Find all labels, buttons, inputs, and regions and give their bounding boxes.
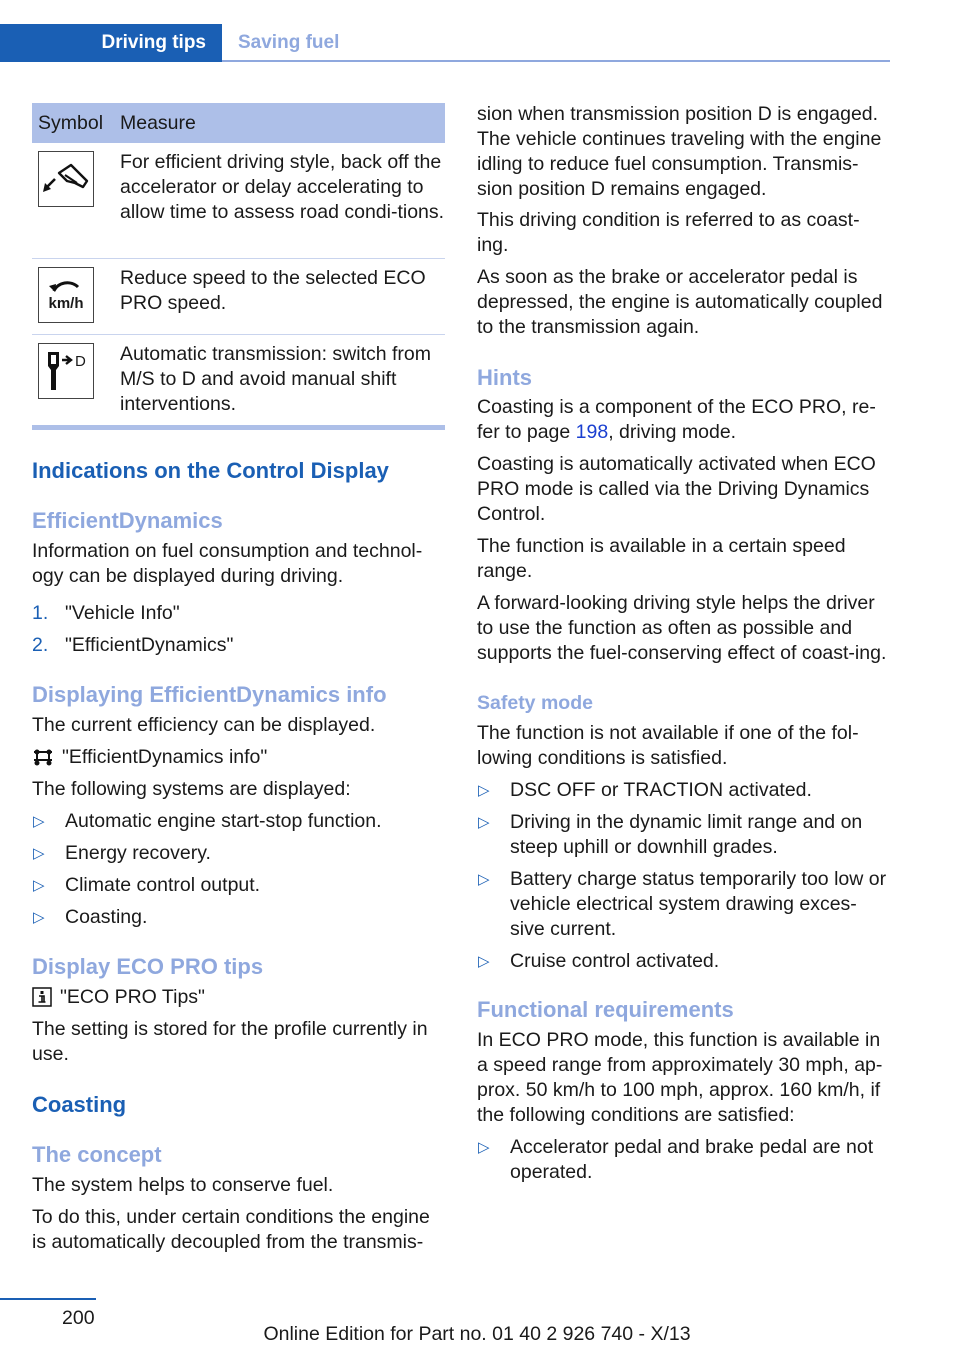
list-item-text: Driving in the dynamic limit range and on steep uphill or downhill grades. [510, 811, 863, 858]
hints-text-a: Coasting is a component of the ECO PRO, re‐fer to page [477, 396, 876, 443]
list-item-text: Battery charge status temporarily too low or vehicle electrical system drawing exces‐sive current. [510, 868, 887, 940]
table-row [32, 143, 445, 258]
heading-concept: The concept [32, 1141, 162, 1167]
gear-d-label: D [75, 353, 86, 370]
paragraph-hints-2: Coasting is automatically activated when ECO PRO mode is called via the Driving Dynamics Control. [477, 453, 876, 525]
paragraph-setting: The setting is stored for the profile currently in use. [32, 1017, 428, 1065]
heading-functional-requirements: Functional requirements [477, 997, 734, 1022]
info-icon [32, 987, 52, 1007]
gear-selector-d-icon [38, 343, 94, 399]
table-row [32, 334, 445, 427]
list-item-text: Coasting. [65, 905, 148, 928]
systems-list [32, 809, 445, 930]
paragraph-concept-1: The system helps to conserve fuel. [32, 1173, 334, 1196]
header-rule [222, 60, 890, 62]
right-column [477, 102, 890, 1185]
paragraph-continued: sion when transmission position D is engaged. The vehicle continues traveling with the engine idling to reduce fuel consumption. Transmis‐sion position D remains engaged. [477, 103, 882, 200]
step-text: "EfficientDynamics" [65, 633, 234, 656]
page-reference-link[interactable]: 198 [575, 421, 609, 443]
paragraph-hints-1 [477, 395, 890, 445]
table-header-row [32, 103, 445, 143]
bullet-icon: ▷ [478, 814, 490, 831]
speed-kmh-icon [38, 267, 94, 323]
list-item [477, 1135, 890, 1185]
bullet-icon: ▷ [478, 953, 490, 970]
list-item [477, 867, 890, 942]
list-item [477, 810, 890, 860]
safety-list [477, 778, 890, 974]
edition-note: Online Edition for Part no. 01 40 2 926 740 - X/13 [263, 1323, 691, 1345]
symbol-cell [32, 258, 114, 334]
heading-coasting: Coasting [32, 1091, 127, 1117]
section-tab-driving-tips: Driving tips [0, 24, 222, 62]
list-item [32, 841, 445, 866]
page-number: 200 [62, 1307, 95, 1329]
efficiency-display-icon [32, 748, 54, 766]
bullet-icon: ▷ [33, 812, 45, 830]
paragraph-functional: In ECO PRO mode, this function is available in a speed range from approximately 30 mph, ap‐prox. 50 km/h to 100 mph, approx. 160 km/h, if the following conditions are satisfied: [477, 1029, 883, 1126]
paragraph-concept-2: To do this, under certain conditions the engine is automatically decoupled from the transmis‐ [32, 1205, 430, 1253]
left-column [32, 103, 445, 1255]
list-item [32, 905, 445, 930]
heading-indications: Indications on the Control Display [32, 457, 389, 483]
heading-eco-pro-tips: Display ECO PRO tips [32, 953, 264, 979]
bullet-icon: ▷ [478, 871, 490, 888]
list-item [477, 949, 890, 974]
functional-list [477, 1135, 890, 1185]
list-item-text: Energy recovery. [65, 841, 211, 864]
symbol-cell [32, 143, 114, 258]
col-header-measure: Measure [114, 103, 445, 143]
bullet-icon: ▷ [33, 844, 45, 862]
list-item [32, 809, 445, 834]
bullet-icon: ▷ [33, 908, 45, 926]
heading-displaying-info: Displaying EfficientDynamics info [32, 681, 387, 707]
menu-path-eco-tips [32, 985, 445, 1010]
heading-hints: Hints [477, 365, 532, 390]
hints-text-b: , driving mode. [608, 421, 737, 443]
paragraph-current-efficiency: The current efficiency can be displayed. [32, 713, 376, 736]
list-item [32, 601, 445, 626]
list-item [32, 633, 445, 658]
step-number: 2. [32, 633, 49, 656]
symbol-measure-table [32, 103, 445, 430]
col-header-symbol: Symbol [32, 103, 114, 143]
paragraph-referred: This driving condition is referred to as coast‐ing. [477, 209, 860, 256]
paragraph-hints-3: The function is available in a certain speed range. [477, 535, 846, 582]
bullet-icon: ▷ [478, 782, 490, 799]
measure-cell: Reduce speed to the selected ECO PRO speed. [114, 258, 445, 334]
list-item-text: DSC OFF or TRACTION activated. [510, 779, 812, 801]
footer-rule [0, 1298, 96, 1300]
paragraph-safety: The function is not available if one of the fol‐lowing conditions is satisfied. [477, 722, 859, 769]
menu-path-label: "EfficientDynamics info" [62, 745, 268, 768]
step-number: 1. [32, 601, 49, 624]
measure-cell: Automatic transmission: switch from M/S to D and avoid manual shift interventions. [114, 334, 445, 427]
subsection-tab-saving-fuel: Saving fuel [238, 32, 340, 53]
list-item-text: Automatic engine start-stop function. [65, 809, 382, 832]
heading-safety-mode: Safety mode [477, 692, 593, 714]
paragraph-efficient: Information on fuel consumption and technol‐ogy can be displayed during driving. [32, 539, 423, 587]
symbol-cell [32, 334, 114, 427]
menu-path-label: "ECO PRO Tips" [60, 985, 205, 1008]
paragraph-hints-4: A forward-looking driving style helps the driver to use the function as often as possible and supports the fuel-conserving effect of coast‐ing. [477, 592, 887, 664]
table-row [32, 258, 445, 334]
step-text: "Vehicle Info" [65, 601, 180, 624]
list-item-text: Cruise control activated. [510, 950, 720, 972]
bullet-icon: ▷ [33, 876, 45, 894]
list-item-text: Accelerator pedal and brake pedal are not operated. [510, 1136, 874, 1183]
list-item [32, 873, 445, 898]
speed-kmh-label: km/h [48, 294, 84, 312]
steps-list [32, 601, 445, 658]
bullet-icon: ▷ [478, 1139, 490, 1156]
list-item [477, 778, 890, 803]
paragraph-as-soon: As soon as the brake or accelerator pedal is depressed, the engine is automatically coupled to the transmission again. [477, 266, 883, 338]
paragraph-systems: The following systems are displayed: [32, 777, 351, 800]
measure-cell: For efficient driving style, back off the accelerator or delay accelerating to allow time to assess road condi‐tions. [114, 143, 445, 258]
list-item-text: Climate control output. [65, 873, 261, 896]
foot-off-pedal-icon [38, 151, 94, 207]
heading-efficientdynamics: EfficientDynamics [32, 507, 223, 533]
menu-path-efficient-info [32, 745, 445, 770]
